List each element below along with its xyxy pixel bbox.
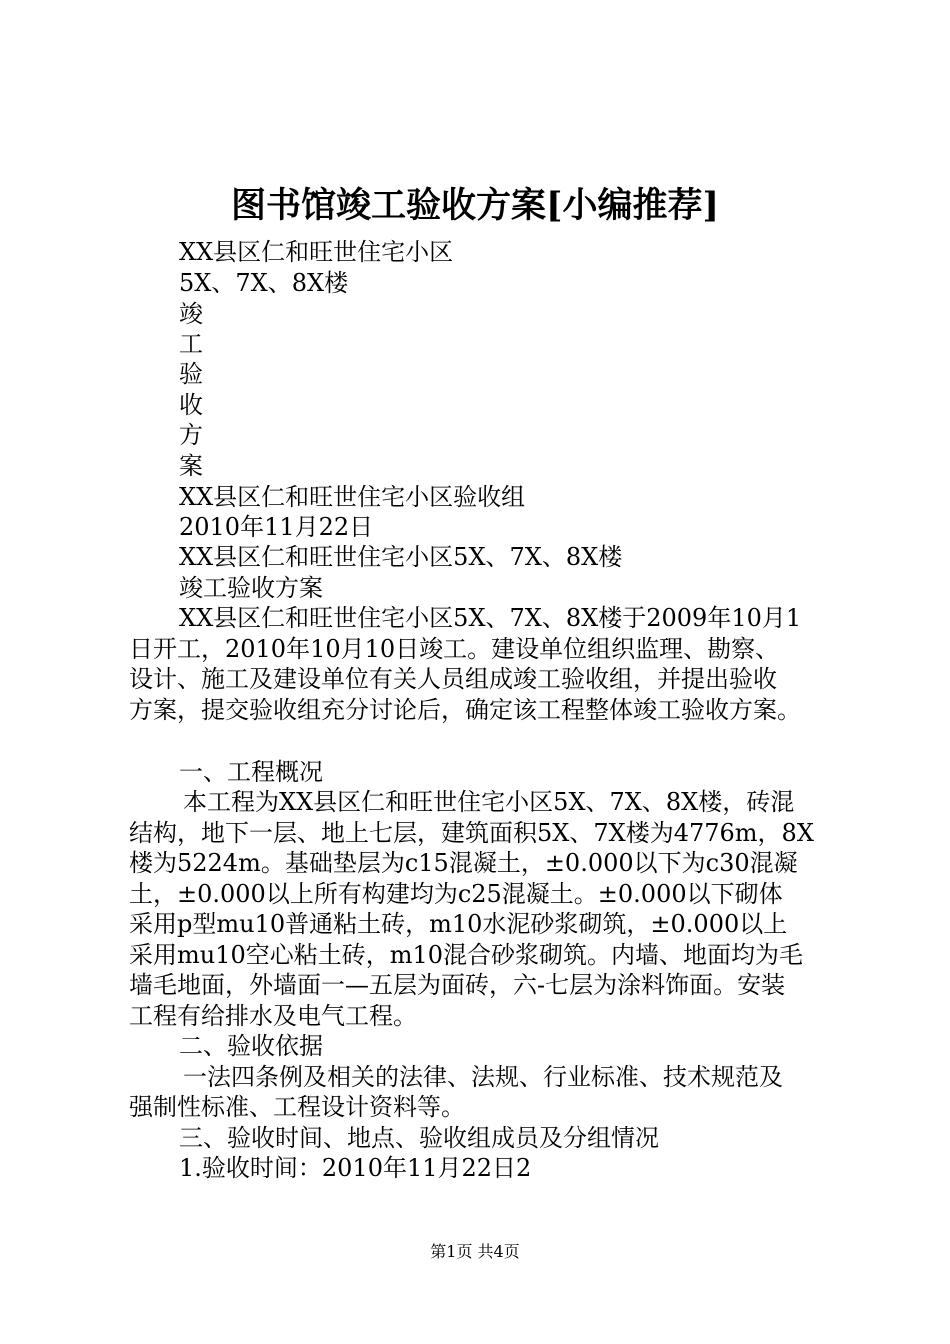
section-paragraph-line: 采用p型mu10普通粘土砖，m10水泥砂浆砌筑，±0.000以上 bbox=[129, 910, 788, 938]
cover-line: 5X、7X、8X楼 bbox=[179, 269, 349, 297]
section-paragraph-line: 土，±0.000以上所有构建均为c25混凝土。±0.000以下砌体 bbox=[129, 880, 783, 908]
section-paragraph-line: 强制性标准、工程设计资料等。 bbox=[129, 1093, 465, 1121]
cover-line: 竣工验收方案 bbox=[179, 574, 323, 602]
page-number: 第1页 共4页 bbox=[430, 1242, 520, 1261]
cover-line: XX县区仁和旺世住宅小区 bbox=[179, 238, 454, 266]
cover-line: 2010年11月22日 bbox=[179, 513, 374, 541]
section-paragraph-line: 墙毛地面，外墙面一—五层为面砖，六-七层为涂料饰面。安装 bbox=[129, 971, 786, 999]
cover-line: 收 bbox=[179, 391, 203, 419]
section-paragraph-line: 一法四条例及相关的法律、法规、行业标准、技术规范及 bbox=[183, 1063, 783, 1091]
cover-line: XX县区仁和旺世住宅小区5X、7X、8X楼 bbox=[179, 543, 623, 571]
section-paragraph-line: 楼为5224m。基础垫层为c15混凝土，±0.000以下为c30混凝 bbox=[129, 849, 798, 877]
section-paragraph-line: 本工程为XX县区仁和旺世住宅小区5X、7X、8X楼，砖混 bbox=[183, 788, 795, 816]
section-paragraph-line: 结构，地下一层、地上七层，建筑面积5X、7X楼为4776m，8X bbox=[129, 819, 814, 847]
intro-paragraph-line: 设计、施工及建设单位有关人员组成竣工验收组，并提出验收 bbox=[129, 665, 777, 693]
document-title: 图书馆竣工验收方案[小编推荐] bbox=[230, 185, 720, 226]
section-item: 1.验收时间：2010年11月22日2 bbox=[179, 1154, 532, 1182]
cover-line: 竣 bbox=[179, 300, 203, 328]
section-heading: 三、验收时间、地点、验收组成员及分组情况 bbox=[179, 1124, 659, 1152]
intro-paragraph-line: 日开工，2010年10月10日竣工。建设单位组织监理、勘察、 bbox=[129, 635, 780, 663]
cover-line: XX县区仁和旺世住宅小区验收组 bbox=[179, 483, 526, 511]
cover-line: 案 bbox=[179, 452, 203, 480]
intro-paragraph-line: XX县区仁和旺世住宅小区5X、7X、8X楼于2009年10月1 bbox=[179, 604, 802, 632]
section-paragraph-line: 工程有给排水及电气工程。 bbox=[129, 1002, 417, 1030]
intro-paragraph-line: 方案，提交验收组充分讨论后，确定该工程整体竣工验收方案。 bbox=[129, 696, 801, 724]
section-heading: 二、验收依据 bbox=[179, 1032, 323, 1060]
cover-line: 方 bbox=[179, 421, 203, 449]
section-heading: 一、工程概况 bbox=[179, 758, 323, 786]
cover-line: 工 bbox=[179, 330, 203, 358]
cover-line: 验 bbox=[179, 360, 203, 388]
section-paragraph-line: 采用mu10空心粘土砖，m10混合砂浆砌筑。内墙、地面均为毛 bbox=[129, 941, 804, 969]
